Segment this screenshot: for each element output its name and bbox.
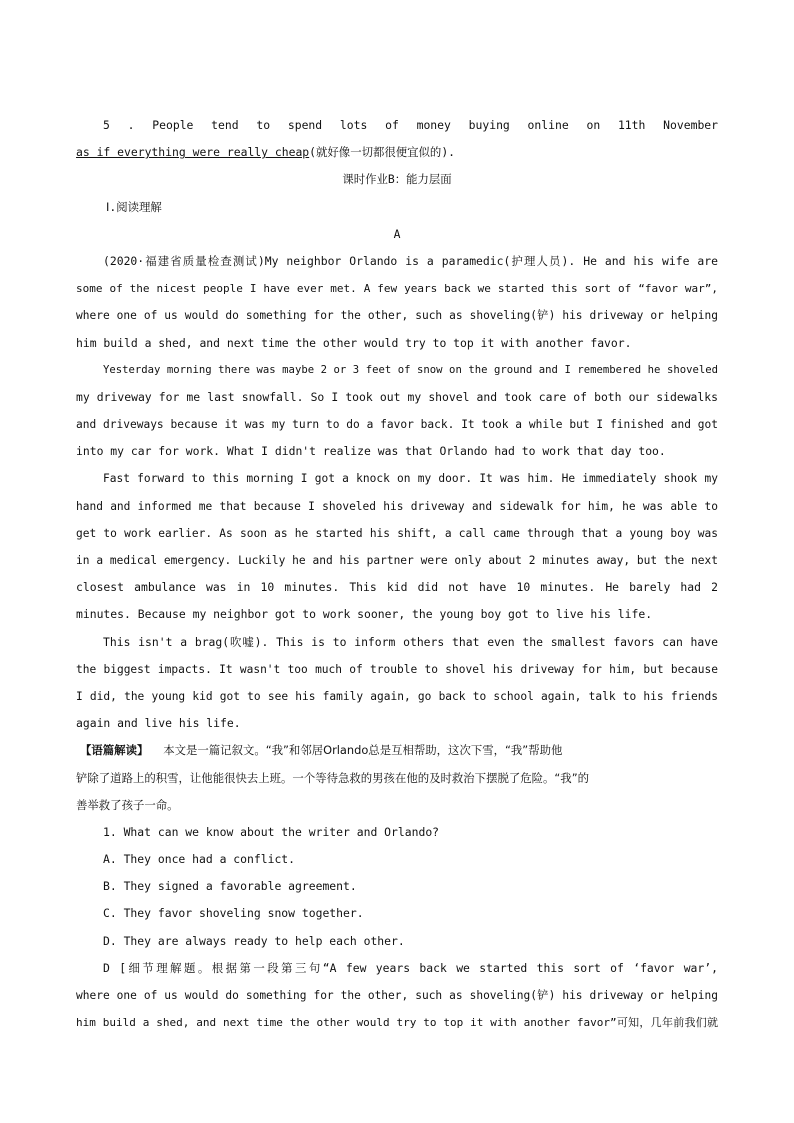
passage-p3-line-2: hand and informed me that because I shoveled his driveway and sidewalk for him, he was able to [76,499,718,513]
analysis-text-2: 铲除了道路上的积雪，让他能很快去上班。一个等待急救的男孩在他的及时救治下摆脱了危险。“我”的 [76,770,589,785]
part-heading: Ⅰ.阅读理解 [106,199,162,214]
answer-line-3: him build a shed, and next time the other would try to top it with another favor”可知，几年前我们就 [76,1016,718,1030]
question-5-line-1 [76,112,718,139]
passage-p2-line-1: Yesterday morning there was maybe 2 or 3 feet of snow on the ground and I remembered he shoveled [103,363,718,376]
question-1-option-b: B. They signed a favorable agreement. [103,879,357,894]
analysis-label: 【语篇解读】 [80,743,149,758]
answer-line-2: where one of us would do something for the other, such as shoveling(铲) his driveway or helping [76,989,718,1002]
passage-label: A [393,226,401,241]
question-5-number: 5 [103,118,110,132]
passage-p3-line-3: get to work earlier. As soon as he started his shift, a call came through that a young boy was [76,526,718,540]
passage-p3-line-6: minutes. Because my neighbor got to work sooner, the young boy got to live his life. [76,607,653,622]
passage-p2-line-2: my driveway for me last snowfall. So I took out my shovel and took care of both our sidewalks [76,389,718,404]
question-1-option-d: D. They are always ready to help each other. [103,933,405,948]
passage-p4-line-1: This isn't a brag(吹嘘). This is to inform others that even the smallest favors can have [103,634,718,649]
section-title: 课时作业B：能力层面 [342,172,452,187]
answer-line-1: D [细节理解题。根据第一段第三句“A few years back we started this sort of ‘favor war’, [103,960,718,975]
passage-p3-line-5: closest ambulance was in 10 minutes. This kid did not have 10 minutes. He barely had 2 [76,580,718,595]
passage-p1-line-1: (2020·福建省质量检查测试)My neighbor Orlando is a paramedic(护理人员). He and his wife are [103,253,718,268]
passage-p3-line-1: Fast forward to this morning I got a knock on my door. It was him. He immediately shook my [103,472,718,486]
passage-p4-line-2: the biggest impacts. It wasn't too much of trouble to shovel his driveway for him, but because [76,662,718,676]
passage-p3-line-4: in a medical emergency. Luckily he and his partner were only about 2 minutes away, but the next [76,554,718,567]
page-content [76,112,718,1036]
question-1-option-a: A. They once had a conflict. [103,852,296,867]
question-5-translation: (就好像一切都很便宜似的). [309,145,456,160]
passage-p4-line-3: I did, the young kid got to see his family again, go back to school again, talk to his friends [76,689,718,703]
question-5-underlined-answer: as if everything were really cheap [76,145,310,160]
passage [76,248,718,737]
passage-p2-line-3: and driveways because it was my turn to do a favor back. It took a while but I finished and got [76,418,718,432]
passage-p1-line-3: where one of us would do something for the other, such as shoveling(铲) his driveway or helping [76,309,718,323]
question-5-text: . People tend to spend lots of money buying online on 11th November [127,118,718,132]
passage-p1-line-2: some of the nicest people I have ever met. A few years back we started this sort of “favor war”, [76,282,718,296]
question-1-option-c: C. They favor shoveling snow together. [103,906,364,921]
analysis-text-1: 本文是一篇记叙文。“我”和邻居Orlando总是互相帮助，这次下雪，“我”帮助他 [163,743,563,758]
passage-p2-line-4: into my car for work. What I didn't realize was that Orlando had to work that day too. [76,444,666,459]
passage-p4-line-4: again and live his life. [76,716,241,731]
passage-p1-line-4: him build a shed, and next time the other would try to top it with another favor. [76,335,632,350]
question-5-line-2 [76,139,718,166]
question-1-stem: 1. What can we know about the writer and Orlando? [103,824,440,839]
analysis-line [76,737,718,764]
analysis-text-3: 善举救了孩子一命。 [76,797,179,812]
